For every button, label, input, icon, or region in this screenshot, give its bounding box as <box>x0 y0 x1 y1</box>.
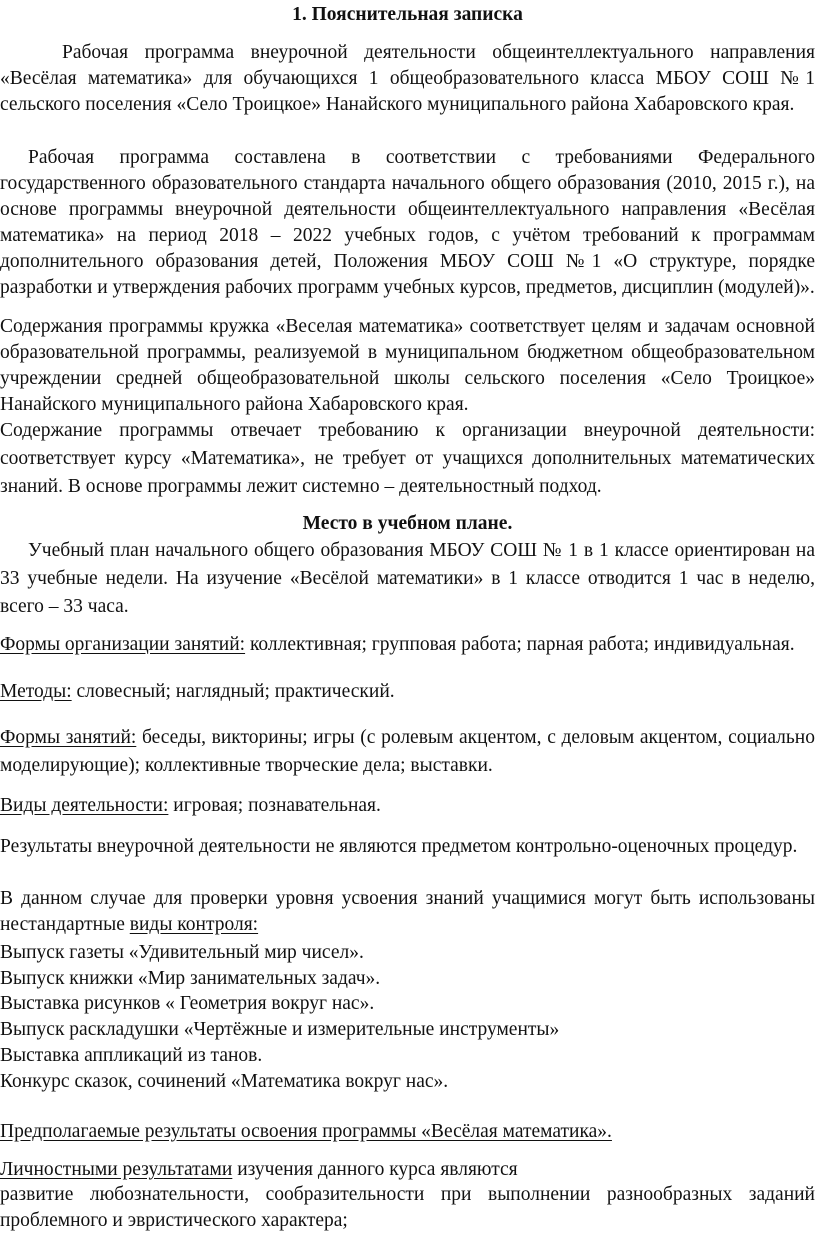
activity-types-text: игровая; познавательная. <box>168 795 381 816</box>
control-list-item: Выставка аппликаций из танов. <box>0 1045 263 1066</box>
control-paragraph <box>0 886 815 938</box>
forms-organization-text: коллективная; групповая работа; парная работа; индивидуальная. <box>245 634 795 655</box>
personal-results <box>0 1157 815 1183</box>
control-list-item: Выставка рисунков « Геометрия вокруг нас». <box>0 993 375 1014</box>
curriculum-paragraph: Учебный план начального общего образования МБОУ СОШ № 1 в 1 классе ориентирован на 33 учебные недели. На изучение «Весёлой математики» в 1 классе отводится 1 час в неделю, всего – 33 часа. <box>0 540 815 617</box>
methods-text: словесный; наглядный; практический. <box>71 681 395 702</box>
forms-lessons-text: беседы, викторины; игры (с ролевым акцентом, с деловым акцентом, социально моделирующие); коллективные творческие дела; выставки. <box>0 727 815 776</box>
results-note-paragraph: Результаты внеурочной деятельности не являются предметом контрольно-оценочных процедур. <box>0 836 798 857</box>
place-heading: Место в учебном плане. <box>302 513 513 534</box>
forms-organization-label: Формы организации занятий: <box>0 634 246 655</box>
forms-lessons <box>0 724 815 780</box>
activity-types-label: Виды деятельности: <box>0 795 169 816</box>
methods-label: Методы: <box>0 681 72 702</box>
control-types-label: виды контроля: <box>129 914 259 935</box>
control-list-item: Выпуск раскладушки «Чертёжные и измерительные инструменты» <box>0 1019 560 1040</box>
intro-paragraph: Рабочая программа внеурочной деятельности общеинтеллектуального направления «Весёлая математика» для обучающихся 1 общеобразовательного класса МБОУ СОШ №1 сельского поселения «Село Троицкое» Нанайского муниципального района Хабаровского края. <box>0 42 815 115</box>
content-paragraph: Содержания программы кружка «Веселая математика» соответствует целям и задачам основной образовательной программы, реализуемой в муниципальном бюджетном общеобразовательном учреждении средней общеобразовательной школы сельского поселения «Село Троицкое» Нанайского муниципального района Хабаровского края. <box>0 316 815 415</box>
results-heading: Предполагаемые результаты освоения программы «Весёлая математика». <box>0 1121 612 1142</box>
activity-types <box>0 793 815 819</box>
compliance-paragraph: Рабочая программа составлена в соответствии с требованиями Федерального государственного образовательного стандарта начального общего образования (2010, 2015 г.), на основе программы внеурочной деятельности общеинтеллектуального направления «Весёлая математика» на период 2018 – 2022 учебных годов, с учётом требований к программам дополнительного образования детей, Положения МБОУ СОШ №1 «О структуре, порядке разработки и утверждения рабочих программ учебных курсов, предметов, дисциплин (модулей)». <box>0 147 815 298</box>
control-list-item: Выпуск газеты «Удивительный мир чисел». <box>0 942 364 963</box>
forms-lessons-label: Формы занятий: <box>0 727 137 748</box>
methods <box>0 679 815 705</box>
personal-results-label: Личностными результатами <box>0 1159 233 1180</box>
personal-results-text: изучения данного курса являются <box>232 1159 518 1180</box>
forms-organization <box>0 632 815 658</box>
requirements-paragraph: Содержание программы отвечает требованию к организации внеурочной деятельности: соответствует курсу «Математика», не требует от учащихся дополнительных математических знаний. В основе программы лежит системно – деятельностный подход. <box>0 420 815 497</box>
control-list-item: Конкурс сказок, сочинений «Математика вокруг нас». <box>0 1071 449 1092</box>
document-title: 1. Пояснительная записка <box>292 4 523 25</box>
personal-result-item: развитие любознательности, сообразительности при выполнении разнообразных заданий проблемного и эвристического характера; <box>0 1184 815 1231</box>
control-paragraph-text: В данном случае для проверки уровня усвоения знаний учащимися могут быть использованы нестандартные <box>0 888 815 935</box>
control-list-item: Выпуск книжки «Мир занимательных задач». <box>0 968 381 989</box>
